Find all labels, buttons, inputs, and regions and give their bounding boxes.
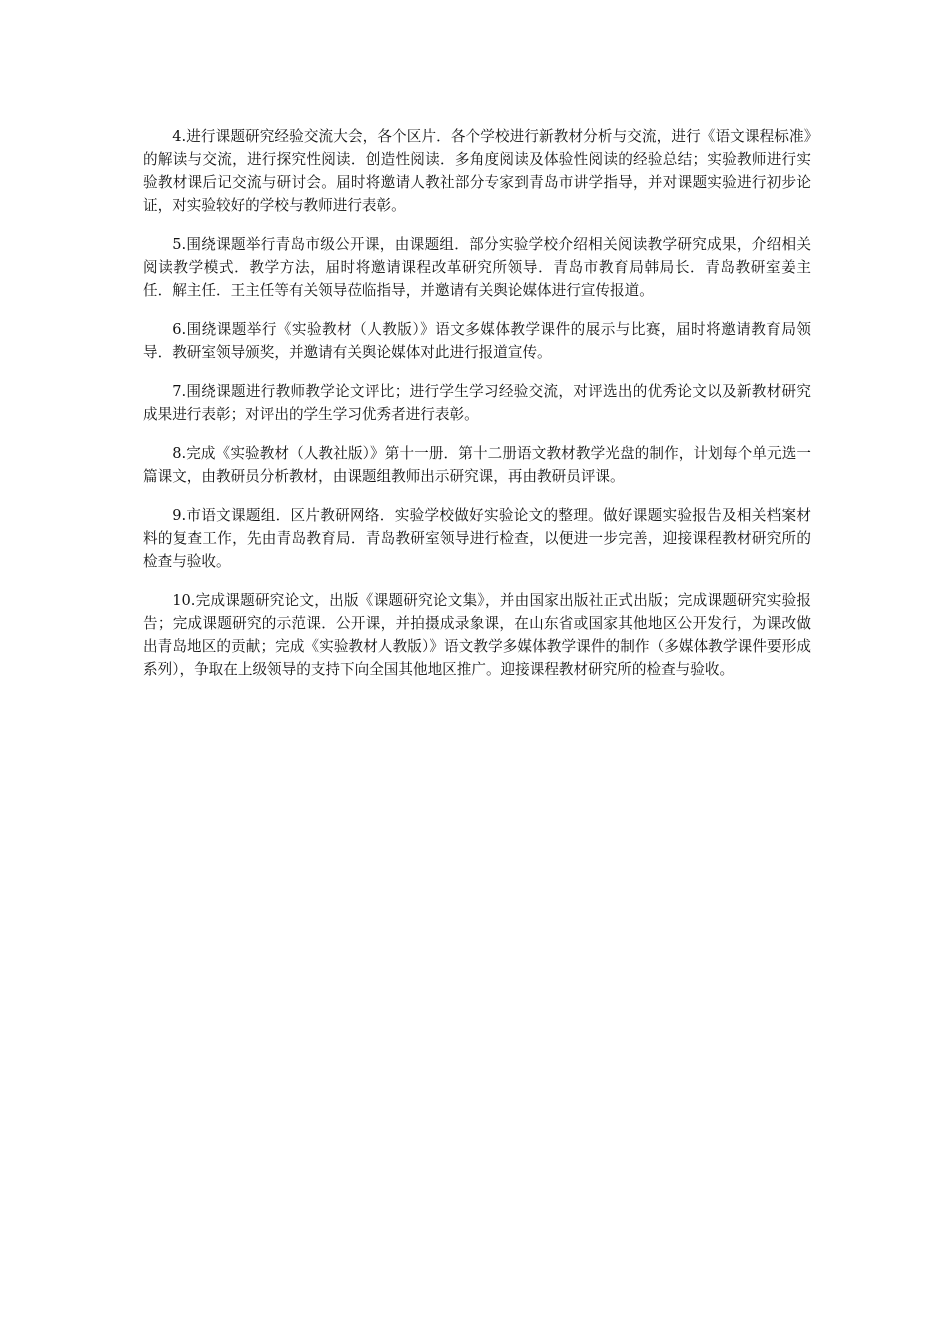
paragraph-item-5: 5.围绕课题举行青岛市级公开课，由课题组．部分实验学校介绍相关阅读教学研究成果，介绍相关阅读教学模式．教学方法，届时将邀请课程改革研究所领导．青岛市教育局韩局长．青岛教研室姜主任．解主任．王主任等有关领导莅临指导，并邀请有关舆论媒体进行宣传报道。	[143, 236, 811, 299]
paragraph-item-10: 10.完成课题研究论文，出版《课题研究论文集》，并由国家出版社正式出版；完成课题研究实验报告；完成课题研究的示范课．公开课，并拍摄成录象课，在山东省或国家其他地区公开发行，为课改做出青岛地区的贡献；完成《实验教材人教版）》语文教学多媒体教学课件的制作（多媒体教学课件要形成系列），争取在上级领导的支持下向全国其他地区推广。迎接课程教材研究所的检查与验收。	[143, 592, 811, 678]
paragraph-item-7: 7.围绕课题进行教师教学论文评比；进行学生学习经验交流，对评选出的优秀论文以及新教材研究成果进行表彰；对评出的学生学习优秀者进行表彰。	[143, 383, 811, 423]
paragraph-item-8: 8.完成《实验教材（人教社版）》第十一册．第十二册语文教材教学光盘的制作，计划每个单元选一篇课文，由教研员分析教材，由课题组教师出示研究课，再由教研员评课。	[143, 445, 811, 485]
paragraph-item-4: 4.进行课题研究经验交流大会，各个区片．各个学校进行新教材分析与交流，进行《语文课程标准》的解读与交流，进行探究性阅读．创造性阅读．多角度阅读及体验性阅读的经验总结；实验教师进行实验教材课后记交流与研讨会。届时将邀请人教社部分专家到青岛市讲学指导，并对课题实验进行初步论证，对实验较好的学校与教师进行表彰。	[143, 128, 811, 214]
paragraph-item-6: 6.围绕课题举行《实验教材（人教版）》语文多媒体教学课件的展示与比赛，届时将邀请教育局领导．教研室领导颁奖，并邀请有关舆论媒体对此进行报道宣传。	[143, 321, 811, 361]
paragraph-item-9: 9.市语文课题组．区片教研网络．实验学校做好实验论文的整理。做好课题实验报告及相关档案材料的复查工作，先由青岛教育局．青岛教研室领导进行检查，以便进一步完善，迎接课程教材研究所的检查与验收。	[143, 507, 811, 570]
document-body	[143, 125, 811, 697]
